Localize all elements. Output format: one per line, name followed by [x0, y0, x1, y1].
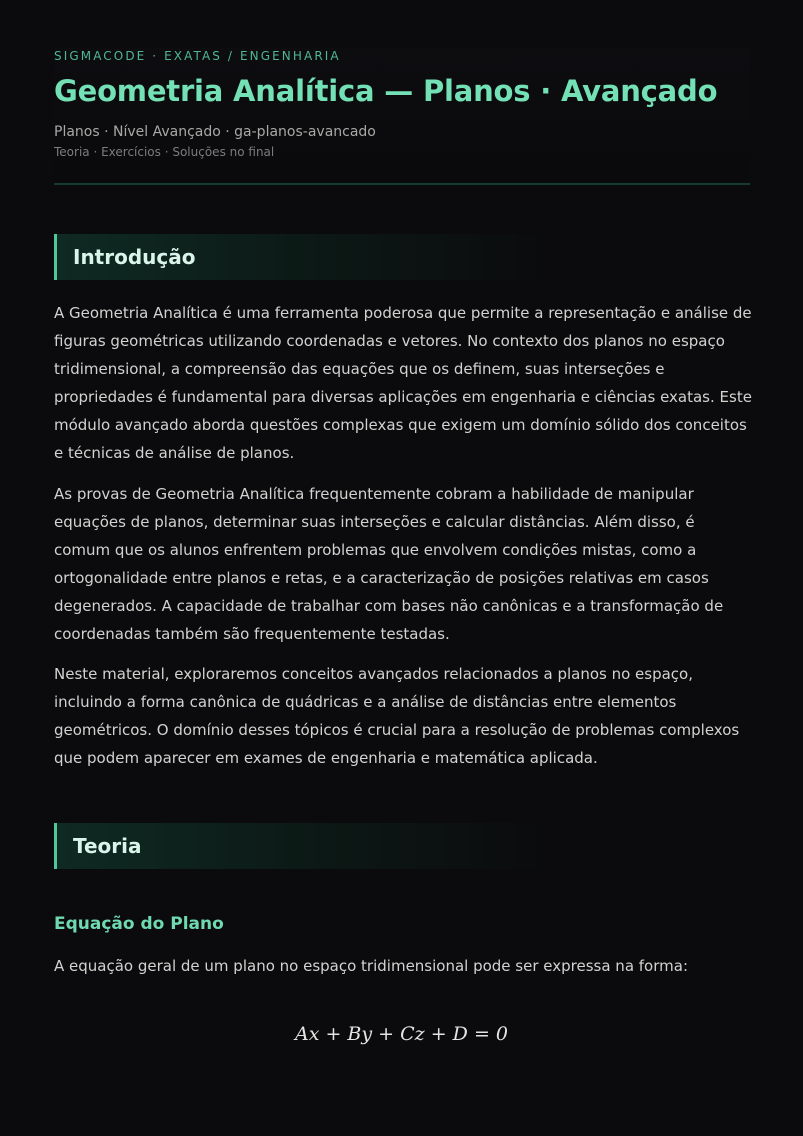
intro-paragraph-2: As provas de Geometria Analítica frequentemente cobram a habilidade de manipular equações de planos, determinar suas interseções e calcular distâncias. Além disso, é comum que os alunos enfrentem problemas que envolvem condições mistas, como a ortogonalidade entre planos e retas, e a caracterização de posições relativas em casos degenerados. A capacidade de trabalhar com bases não canônicas e a transformação de coordenadas também são frequentemente testadas. — [54, 485, 724, 643]
subsection-heading: Equação do Plano — [54, 914, 224, 934]
document-submeta: Teoria · Exercícios · Soluções no final — [54, 145, 275, 159]
intro-paragraph-1: A Geometria Analítica é uma ferramenta poderosa que permite a representação e análise de figuras geométricas utilizando coordenadas e vetores. No contexto dos planos no espaço tridimensional, a compreensão das equações que os definem, suas interseções e propriedades é fundamental para diversas aplicações em engenharia e ciências exatas. Este módulo avançado aborda questões complexas que exigem um domínio sólido dos conceitos e técnicas de análise de planos. — [54, 304, 752, 462]
plane-equation-formula: Ax + By + Cz + D = 0 — [295, 1023, 508, 1045]
document-meta: Planos · Nível Avançado · ga-planos-avancado — [54, 124, 376, 140]
document-header — [54, 48, 750, 185]
section-heading-label: Teoria — [73, 834, 142, 858]
intro-paragraph-3: Neste material, exploraremos conceitos avançados relacionados a planos no espaço, incluindo a forma canônica de quádricas e a análise de distâncias entre elementos geométricos. O domínio desses tópicos é crucial para a resolução de problemas complexos que podem aparecer em exames de engenharia e matemática aplicada. — [54, 665, 740, 767]
theory-paragraph: A equação geral de um plano no espaço tridimensional pode ser expressa na forma: — [54, 957, 688, 975]
section-heading-intro — [54, 234, 544, 280]
brand-line: SIGMACODE · EXATAS / ENGENHARIA — [54, 49, 341, 63]
section-heading-label: Introdução — [73, 245, 196, 269]
page-title: Geometria Analítica — Planos · Avançado — [54, 74, 718, 108]
section-heading-theory — [54, 823, 544, 869]
